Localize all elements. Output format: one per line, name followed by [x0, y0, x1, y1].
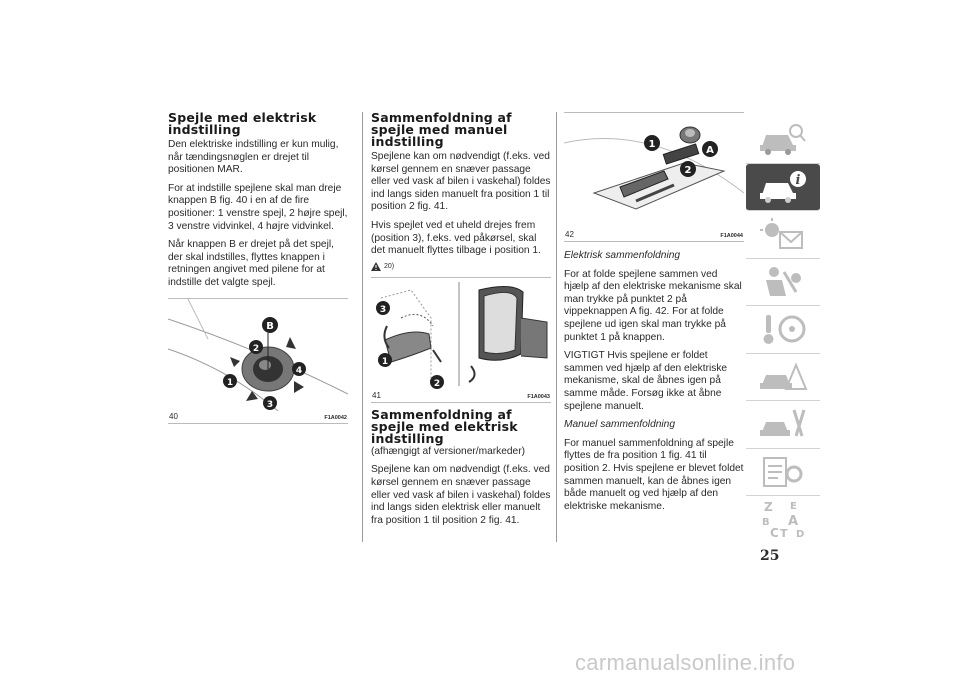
callout-label: A — [706, 145, 714, 156]
callout-label: 2 — [252, 343, 260, 354]
subtitle: (afhængigt af versioner/markeder) — [371, 445, 526, 457]
figure-code: F1A0043 — [527, 393, 550, 400]
paragraph: VIGTIGT Hvis spejlene er foldet sammen ved hjælp af den elektriske mekanisme, skal de åbnes igen på samme måde. Forsøg ikke at åbne spejlene manuelt. — [564, 350, 728, 412]
chapter-tab-vehicle-knowledge[interactable] — [746, 116, 820, 164]
figure-40 — [168, 298, 348, 424]
car-search-icon — [758, 121, 808, 157]
steering-wheel-key-icon — [758, 311, 808, 347]
chapter-tab-maintenance[interactable] — [746, 401, 820, 449]
paragraph: Hvis spejlet ved et uheld drejes frem (position 3), f.eks. ved påkørsel, skal det manuelt flyttes tilbage i position 1. — [371, 219, 541, 257]
warning-lights-icon — [758, 216, 808, 252]
chapter-tab-warning-lights[interactable] — [746, 211, 820, 259]
paragraph: For at indstille spejlene skal man dreje knappen B fig. 40 i en af de fire positioner: 1 venstre spejl, 2 højre spejl, 3 venstre vidvinkel, 4 højre vidvinkel. — [168, 182, 348, 232]
callout-label: 4 — [295, 365, 303, 376]
section-heading-manual-folding: Sammenfoldning af spejle med manuel indstilling — [371, 110, 512, 149]
mirror-folding-illustration — [371, 278, 551, 390]
index-letter: T — [780, 527, 788, 540]
subheading-electric: Elektrisk sammenfoldning — [564, 250, 681, 261]
callout-label: 1 — [226, 377, 234, 388]
subheading-manual: Manuel sammenfoldning — [564, 419, 675, 431]
column-divider — [362, 112, 363, 542]
figure-code: F1A0044 — [720, 233, 743, 239]
paragraph: Spejlene kan om nødvendigt (f.eks. ved kørsel gennem en snæver passage eller ved vask af bilen i vaskehal) foldes ind langs siden manuelt fra position 1 til position 2 fig. 41. — [371, 151, 551, 213]
airbag-person-icon — [758, 264, 808, 300]
callout-label: 1 — [381, 356, 389, 367]
callout-label: B — [266, 320, 274, 332]
chapter-nav-sidebar — [746, 116, 820, 543]
figure-code: F1A0042 — [324, 414, 347, 421]
paragraph: Den elektriske indstilling er kun mulig, når tændingsnøglen er drejet til positionen MAR. — [168, 139, 339, 176]
alphabet-index-icon — [758, 499, 808, 539]
paragraph: Spejlene kan om nødvendigt (f.eks. ved kørsel gennem en snæver passage eller ved vask af bilen i vaskehal) foldes ind langs siden elektrisk eller manuelt fra position 1 til position 2 fig. 41. — [371, 464, 551, 526]
callout-label: 1 — [648, 139, 656, 150]
index-letter: B — [762, 517, 770, 529]
chapter-tab-info[interactable] — [746, 164, 820, 212]
figure-42 — [564, 112, 744, 242]
paragraph: Når knappen B er drejet på det spejl, der skal indstilles, flyttes knappen i retningen angivet med pilene for at indstille det valgte spejl. — [168, 239, 334, 288]
chapter-tab-index[interactable] — [746, 496, 820, 543]
spec-sheet-icon — [758, 454, 808, 490]
info-glyph: i — [795, 172, 801, 188]
figure-number: 40 — [169, 411, 178, 421]
mirror-knob-illustration — [168, 299, 348, 411]
chapter-tab-emergency[interactable] — [746, 354, 820, 402]
index-letter: E — [790, 501, 797, 513]
watermark: carmanualsonline.info — [575, 650, 796, 675]
index-letter: C — [770, 526, 779, 540]
paragraph: For manuel sammenfoldning af spejle flyttes de fra position 1 fig. 41 til position 2. Hvis spejlene er blevet foldet sammen manuelt, kan de åbnes igen både manuelt og ved hjælp af den elektriske mekanisme. — [564, 437, 744, 512]
callout-label: 3 — [379, 304, 387, 315]
index-letter: A — [788, 514, 799, 530]
index-letter: Z — [764, 500, 773, 515]
warning-triangle-icon — [371, 262, 381, 271]
callout-label: 2 — [684, 165, 692, 176]
warning-reference — [371, 262, 551, 271]
car-breakdown-icon — [758, 359, 808, 395]
callout-label: 3 — [266, 399, 274, 410]
callout-label: 2 — [433, 378, 441, 389]
column-3 — [564, 112, 744, 519]
figure-41 — [371, 277, 551, 403]
chapter-tab-starting-driving[interactable] — [746, 306, 820, 354]
page-number: 25 — [760, 548, 780, 564]
chapter-tab-technical-data[interactable] — [746, 449, 820, 497]
chapter-tab-safety[interactable] — [746, 259, 820, 307]
car-info-icon — [758, 169, 808, 205]
section-heading-electric-folding: Sammenfoldning af spejle med elektrisk indstilling — [371, 406, 518, 446]
column-1 — [168, 112, 348, 424]
section-heading-electric-mirrors: Spejle med elektrisk indstilling — [168, 110, 317, 137]
figure-number: 42 — [565, 230, 574, 239]
warning-ref-number: 20) — [384, 262, 395, 270]
car-tools-icon — [758, 406, 808, 442]
paragraph: For at folde spejlene sammen ved hjælp af den elektriske mekanisme skal man trykke på punktet 2 på vippeknappen A fig. 42. For at folde spejlene ud igen skal man trykke på punktet 1 på knappen. — [564, 268, 742, 343]
column-2 — [371, 112, 551, 533]
door-switch-illustration — [564, 113, 744, 227]
column-divider — [556, 112, 557, 542]
figure-number: 41 — [372, 390, 381, 400]
index-letter: D — [796, 529, 805, 540]
